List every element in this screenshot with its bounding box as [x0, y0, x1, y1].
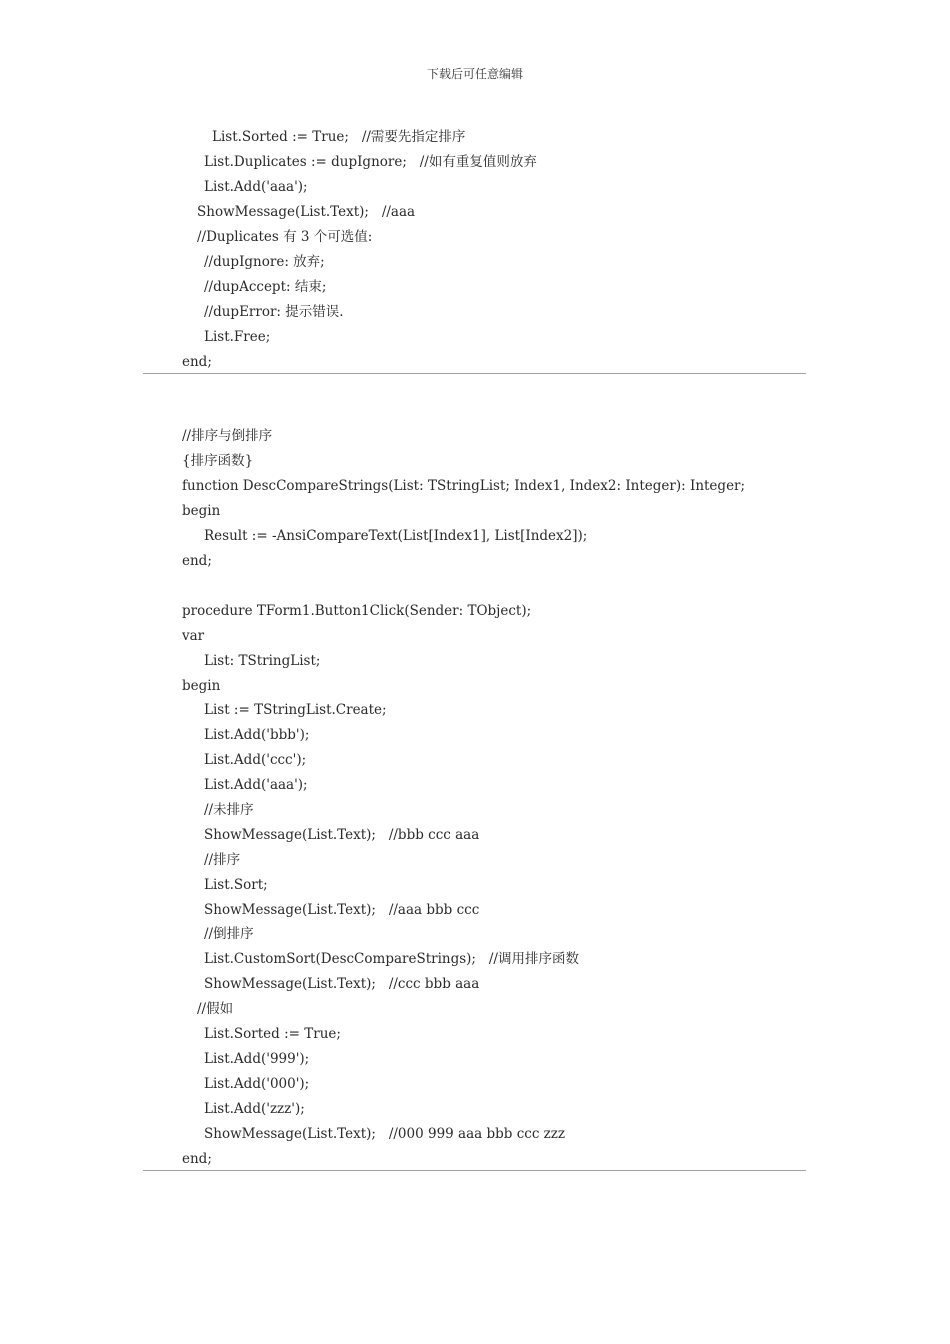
code-line: procedure TForm1.Button1Click(Sender: TObject); [182, 603, 532, 619]
code-line: List := TStringList.Create; [204, 702, 387, 718]
code-line: List.Sorted := True; [204, 1026, 341, 1042]
code-line: List.Add('aaa'); [204, 179, 308, 195]
code-line: List.Sort; [204, 877, 268, 893]
code-line: //dupIgnore: 放弃; [204, 254, 325, 270]
code-line: {排序函数} [182, 453, 254, 469]
code-line: end; [182, 553, 212, 569]
code-line: List: TStringList; [204, 653, 321, 669]
code-line: //排序 [204, 852, 241, 868]
code-line: List.Add('ccc'); [204, 752, 307, 768]
code-line: ShowMessage(List.Text); //bbb ccc aaa [204, 827, 480, 843]
code-line: //dupError: 提示错误. [204, 304, 344, 320]
code-line: List.Sorted := True; //需要先指定排序 [212, 129, 466, 145]
code-line: Result := -AnsiCompareText(List[Index1], List[Index2]); [204, 528, 588, 544]
code-line: var [182, 628, 205, 644]
code-line: end; [182, 354, 212, 370]
code-line: List.Duplicates := dupIgnore; //如有重复值则放弃 [204, 154, 537, 170]
code-line: //Duplicates 有 3 个可选值: [197, 229, 373, 245]
section-divider [143, 373, 806, 374]
code-line: List.Add('bbb'); [204, 727, 310, 743]
code-line: //假如 [197, 1001, 234, 1017]
code-line: ShowMessage(List.Text); //aaa bbb ccc [204, 902, 480, 918]
code-line: //未排序 [204, 802, 254, 818]
code-line: //排序与倒排序 [182, 428, 273, 444]
code-line: function DescCompareStrings(List: TStringList; Index1, Index2: Integer): Integer; [182, 478, 746, 494]
code-line: List.Add('aaa'); [204, 777, 308, 793]
code-line: List.Add('000'); [204, 1076, 310, 1092]
code-line: List.Add('zzz'); [204, 1101, 305, 1117]
page-header: 下载后可任意编辑 [426, 67, 523, 81]
code-line: begin [182, 503, 221, 519]
code-line: ShowMessage(List.Text); //000 999 aaa bbb ccc zzz [204, 1126, 566, 1142]
section-divider [143, 1170, 806, 1171]
code-line: //dupAccept: 结束; [204, 279, 327, 295]
code-line: List.Add('999'); [204, 1051, 310, 1067]
code-line: //倒排序 [204, 926, 254, 942]
code-line: List.Free; [204, 329, 271, 345]
code-line: end; [182, 1151, 212, 1167]
code-line: ShowMessage(List.Text); //ccc bbb aaa [204, 976, 480, 992]
code-line: List.CustomSort(DescCompareStrings); //调用排序函数 [204, 951, 579, 967]
code-line: begin [182, 678, 221, 694]
code-line: ShowMessage(List.Text); //aaa [197, 204, 416, 220]
